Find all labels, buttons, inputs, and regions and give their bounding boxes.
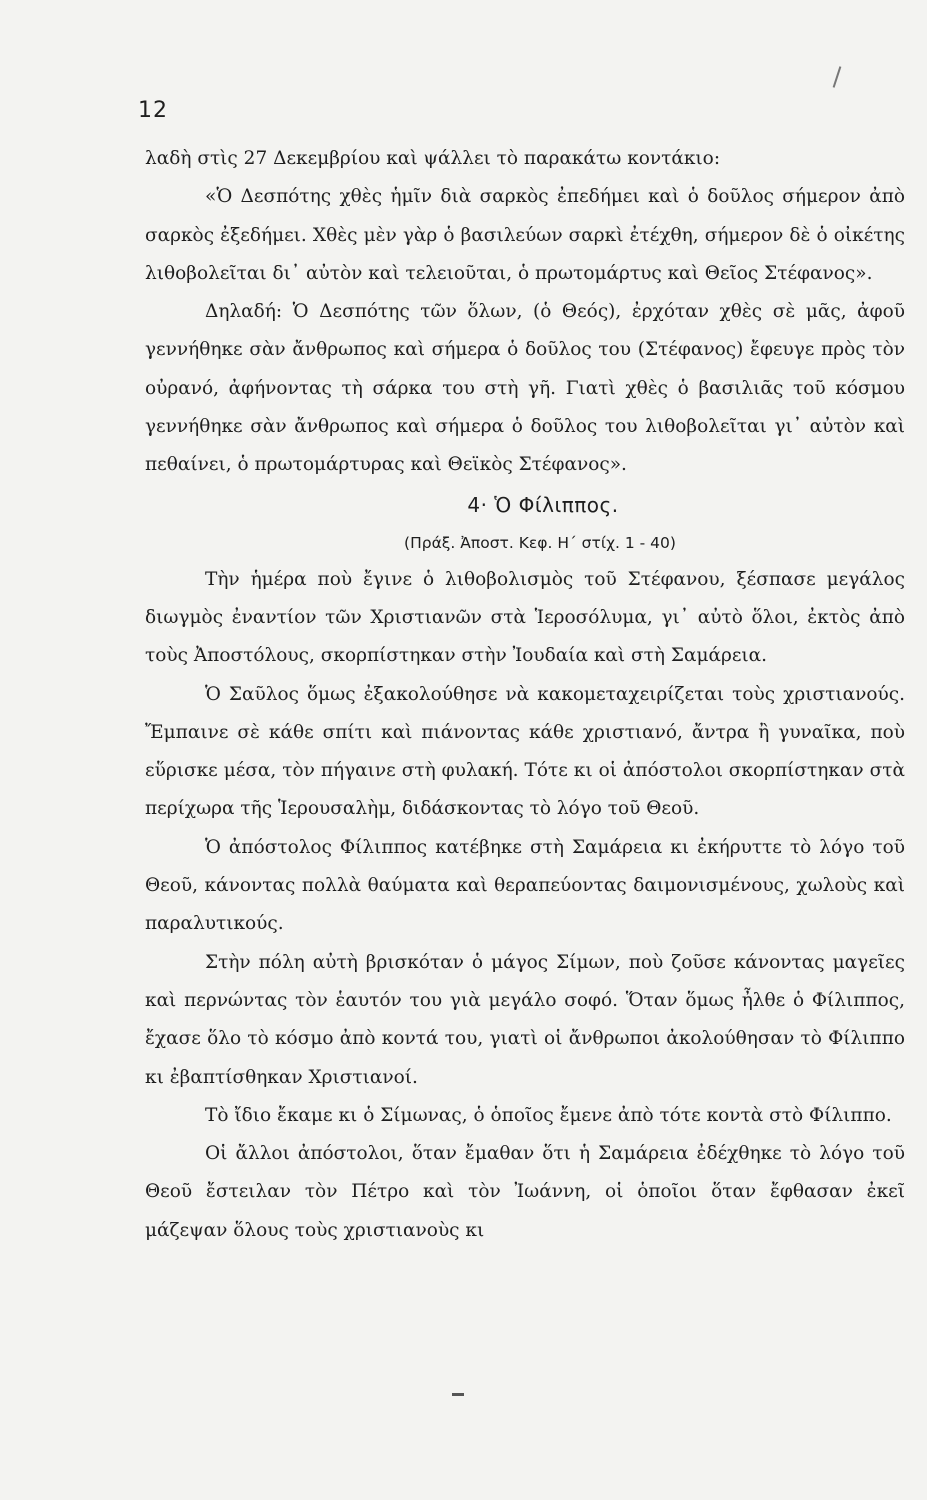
paragraph: Τὸ ἴδιο ἔκαμε κι ὁ Σίμωνας, ὁ ὁποῖος ἔμενε ἀπὸ τότε κοντὰ στὸ Φίλιππο. xyxy=(205,1104,892,1126)
section-reference: (Πράξ. Ἀποστ. Κεφ. Η΄ στίχ. 1 - 40) xyxy=(404,533,676,552)
paragraph: Ὁ ἀπόστολος Φίλιππος κατέβηκε στὴ Σαμάρεια κι ἐκήρυττε τὸ λόγο τοῦ Θεοῦ, κάνοντας πολλὰ θαύματα καὶ θεραπεύοντας δαιμονισμένους, χωλοὺς καὶ παραλυτικούς. xyxy=(145,836,905,935)
section-heading: 4· Ὁ Φίλιππος. xyxy=(467,492,619,517)
stray-pencil-mark xyxy=(833,66,842,88)
paragraph: Οἱ ἄλλοι ἀπόστολοι, ὅταν ἔμαθαν ὅτι ἡ Σαμάρεια ἐδέχθηκε τὸ λόγο τοῦ Θεοῦ ἔστειλαν τὸν Πέτρο καὶ τὸν Ἰωάννη, οἱ ὁποῖοι ὅταν ἔφθασαν ἐκεῖ μάζεψαν ὅλους τοὺς χριστιανοὺς κι xyxy=(145,1143,905,1241)
paragraph: Τὴν ἡμέρα ποὺ ἔγινε ὁ λιθοβολισμὸς τοῦ Στέφανου, ξέσπασε μεγάλος διωγμὸς ἐναντίον τῶν Χριστιανῶν στὰ Ἱεροσόλυμα, γι᾿ αὐτὸ ὅλοι, ἐκτὸς ἀπὸ τοὺς Ἀποστόλους, σκορπίστηκαν στὴν Ἰουδαία καὶ στὴ Σαμάρεια. xyxy=(145,568,905,667)
paragraph: Δηλαδή: Ὁ Δεσπότης τῶν ὅλων, (ὁ Θεός), ἐρχόταν χθὲς σὲ μᾶς, ἀφοῦ γεννήθηκε σὰν ἄνθρωπος καὶ σήμερα ὁ δοῦλος του (Στέφανος) ἔφευγε πρὸς τὸν οὐρανό, ἀφήνοντας τὴ σάρκα του στὴ γῆ. Γιατὶ χθὲς ὁ βασιλιᾶς τοῦ κόσμου γεννήθηκε σὰν ἄνθρωπος καὶ σήμερα ὁ δοῦλος του λιθοβολεῖται γι᾿ αὐτὸν καὶ πεθαίνει, ὁ πρωτομάρτυρας καὶ Θεϊκὸς Στέφανος». xyxy=(145,301,905,476)
paragraph: Ὁ Σαῦλος ὅμως ἐξακολούθησε νὰ κακομεταχειρίζεται τοὺς χριστιανούς. Ἔμπαινε σὲ κάθε σπίτι καὶ πιάνοντας κάθε χριστιανό, ἄντρα ἢ γυναῖκα, ποὺ εὕρισκε μέσα, τὸν πήγαινε στὴ φυλακή. Τότε κι οἱ ἀπόστολοι σκορπίστηκαν στὰ περίχωρα τῆς Ἱερουσαλὴμ, διδάσκοντας τὸ λόγο τοῦ Θεοῦ. xyxy=(145,683,905,820)
paragraph: «Ὁ Δεσπότης χθὲς ἡμῖν διὰ σαρκὸς ἐπεδήμει καὶ ὁ δοῦλος σήμερον ἀπὸ σαρκὸς ἐξεδήμει. Χθὲς μὲν γὰρ ὁ βασιλεύων σαρκὶ ἐτέχθη, σήμερον δὲ ὁ οἰκέτης λιθοβολεῖται δι᾿ αὐτὸν καὶ τελειοῦται, ὁ πρωτομάρτυς καὶ Θεῖος Στέφανος». xyxy=(145,186,905,284)
paragraph: λαδὴ στὶς 27 Δεκεμβρίου καὶ ψάλλει τὸ παρακάτω κοντάκιο: xyxy=(145,148,721,169)
page-number: 12 xyxy=(138,98,168,123)
footer-dash-mark xyxy=(452,1393,464,1396)
body-text xyxy=(145,140,905,1250)
paragraph: Στὴν πόλη αὐτὴ βρισκόταν ὁ μάγος Σίμων, ποὺ ζοῦσε κάνοντας μαγεῖες καὶ περνώντας τὸν ἑαυτόν του γιὰ μεγάλο σοφό. Ὅταν ὅμως ἦλθε ὁ Φίλιππος, ἔχασε ὅλο τὸ κόσμο ἀπὸ κοντά του, γιατὶ οἱ ἄνθρωποι ἀκολούθησαν τὸ Φίλιππο κι ἐβαπτίσθηκαν Χριστιανοί. xyxy=(145,951,905,1088)
